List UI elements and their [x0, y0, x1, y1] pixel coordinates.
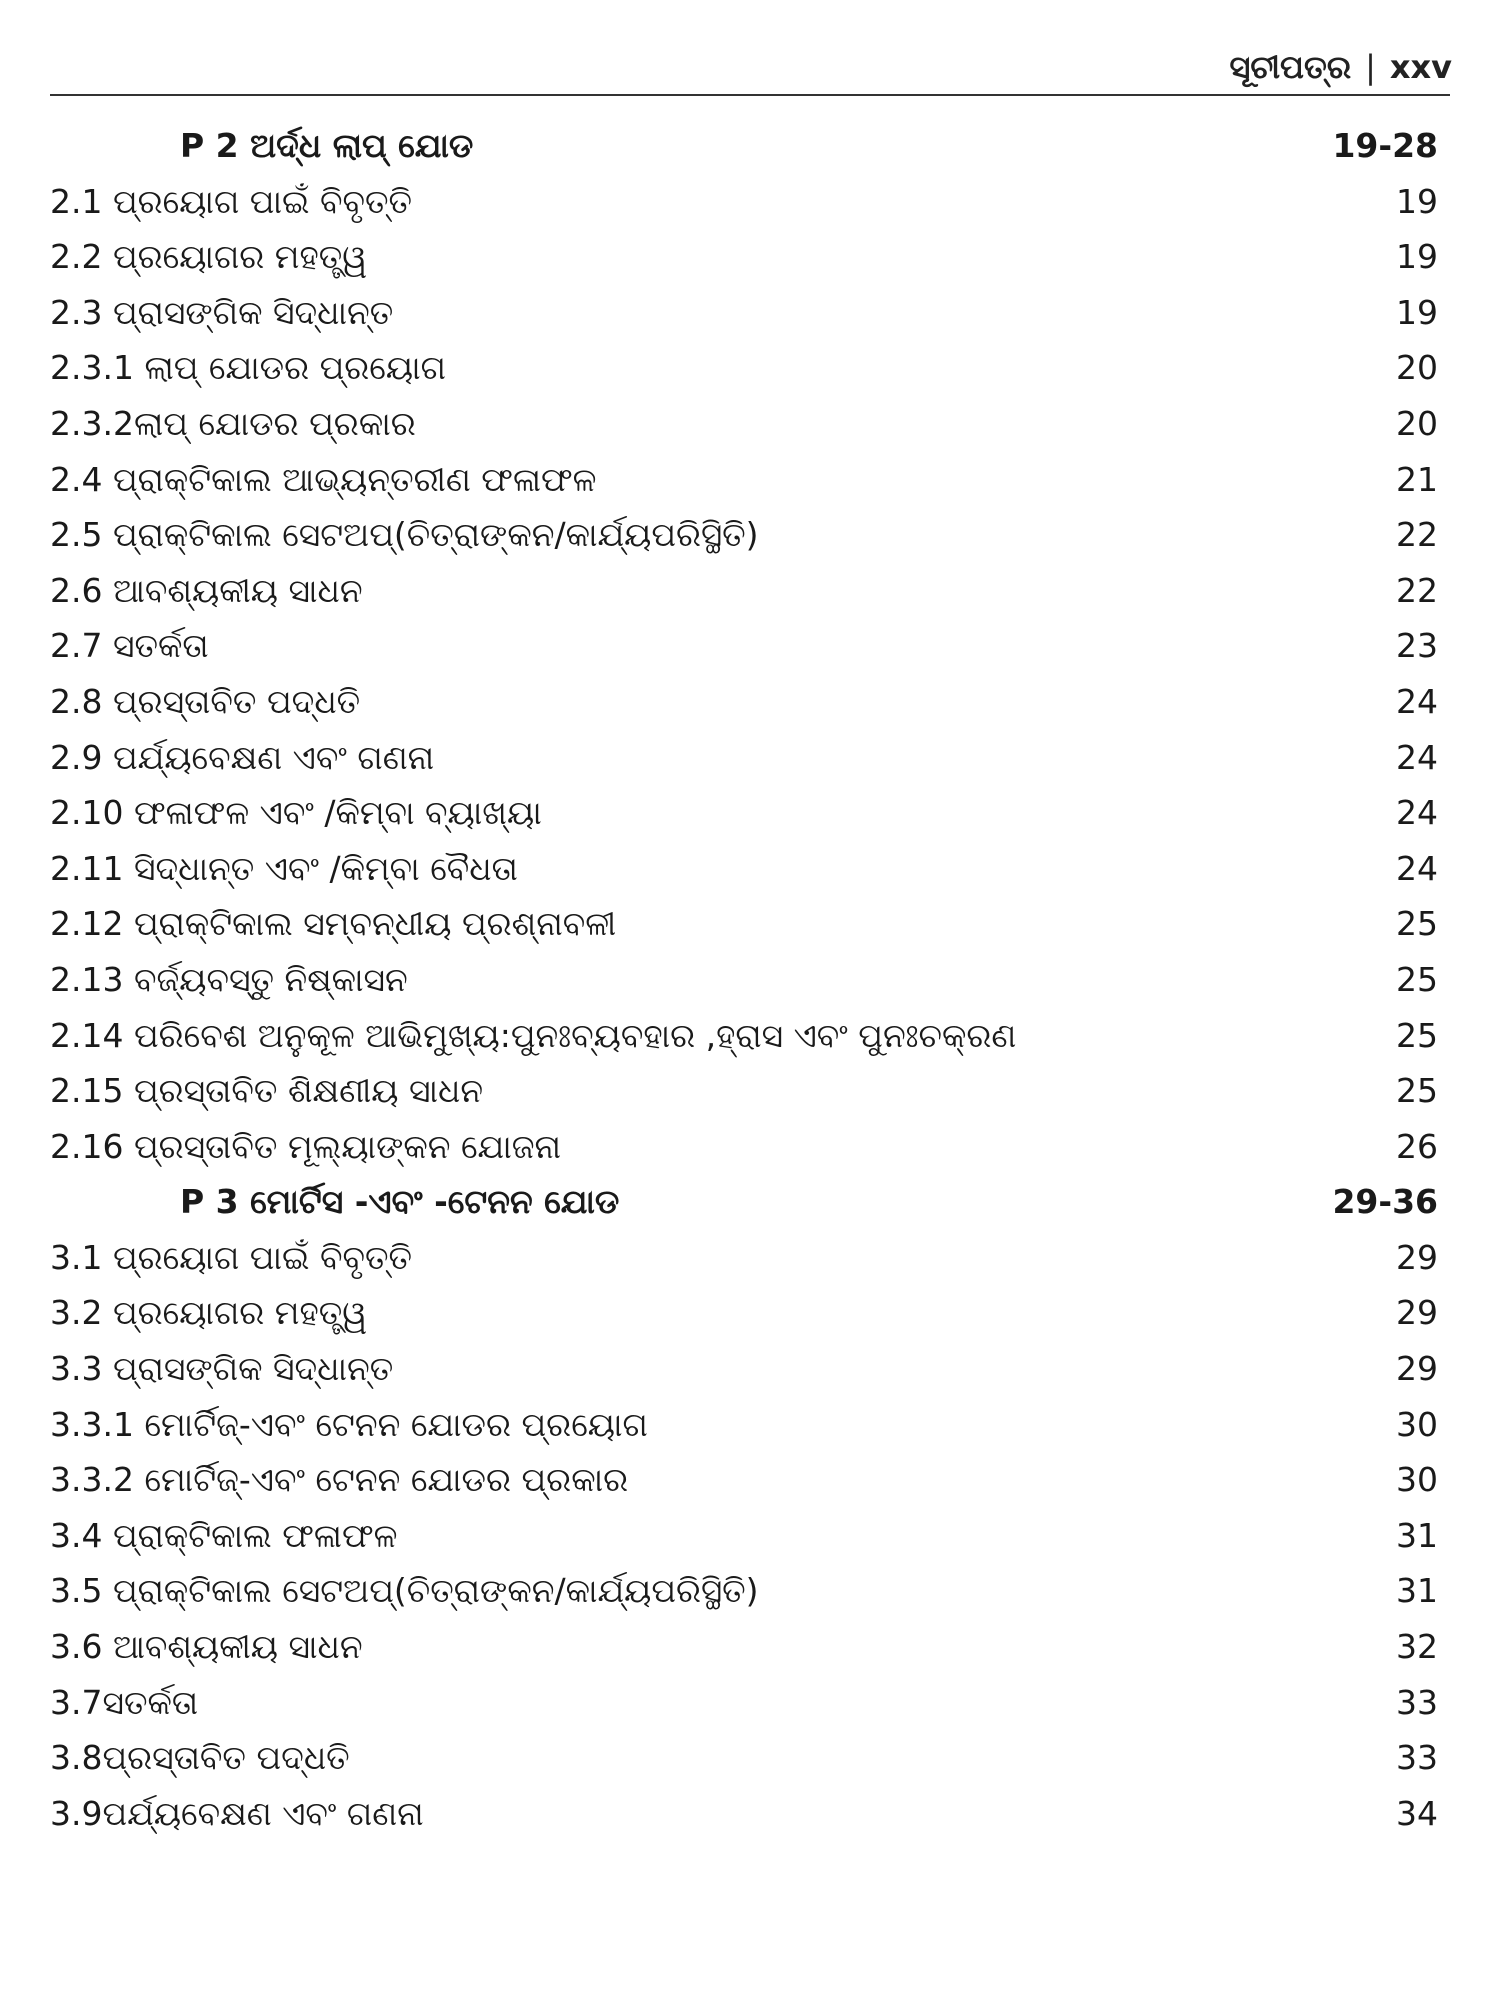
- table-of-contents: [50, 118, 1438, 1841]
- entry-title: 2.16 ପ୍ରସ୍ତାବିତ ମୂଲ୍ୟାଙ୍କନ ଯୋଜନା: [50, 1126, 562, 1166]
- toc-entry: [50, 1452, 1438, 1508]
- entry-page-number: 31: [1396, 1571, 1438, 1611]
- toc-entry: [50, 229, 1438, 285]
- entry-title: 3.6 ଆବଶ୍ୟକୀୟ ସାଧନ: [50, 1627, 363, 1667]
- entry-page-number: 26: [1396, 1126, 1438, 1166]
- entry-page-number: 24: [1396, 737, 1438, 777]
- toc-entry: [50, 674, 1438, 730]
- toc-entry: [50, 1119, 1438, 1175]
- toc-entry: [50, 896, 1438, 952]
- toc-entry: [50, 1341, 1438, 1397]
- entry-title: 2.7 ସତର୍କତା: [50, 626, 209, 666]
- entry-title: 3.7ସତର୍କତା: [50, 1682, 199, 1722]
- entry-page-number: 25: [1396, 1015, 1438, 1055]
- entry-page-number: 31: [1396, 1515, 1438, 1555]
- entry-title: 3.5 ପ୍ରାକ୍ଟିକାଲ ସେଟଅପ୍(ଚିତ୍ରାଙ୍କନ/କାର୍ଯ୍ୟପରିସ୍ଥିତି): [50, 1571, 759, 1611]
- entry-page-number: 19: [1396, 237, 1438, 277]
- toc-entry: [50, 340, 1438, 396]
- entry-title: 3.3.1 ମୋର୍ଟିଜ୍-ଏବଂ ଟେନନ ଯୋଡର ପ୍ରୟୋଗ: [50, 1404, 648, 1444]
- entry-page-number: 34: [1396, 1793, 1438, 1833]
- toc-entry: [50, 1063, 1438, 1119]
- toc-entry: [50, 730, 1438, 786]
- entry-page-number: 29: [1396, 1237, 1438, 1277]
- entry-title: 2.2 ପ୍ରୟୋଗର ମହତ୍ତ୍ୱ: [50, 237, 368, 277]
- toc-entry: [50, 563, 1438, 619]
- entry-page-number: 21: [1396, 459, 1438, 499]
- entry-title: 3.1 ପ୍ରୟୋଗ ପାଇଁ ବିବୃତ୍ତି: [50, 1237, 413, 1277]
- entry-page-number: 33: [1396, 1738, 1438, 1778]
- entry-page-number: 24: [1396, 681, 1438, 721]
- toc-entry: [50, 1619, 1438, 1675]
- toc-entry: [50, 1285, 1438, 1341]
- entry-page-number: 22: [1396, 515, 1438, 555]
- entry-title: 3.8ପ୍ରସ୍ତାବିତ ପଦ୍ଧତି: [50, 1738, 350, 1778]
- entry-title: 3.3.2 ମୋର୍ଟିଜ୍-ଏବଂ ଟେନନ ଯୋଡର ପ୍ରକାର: [50, 1460, 629, 1500]
- entry-page-number: 32: [1396, 1627, 1438, 1667]
- entry-page-number: 30: [1396, 1460, 1438, 1500]
- toc-section-heading: [50, 118, 1438, 174]
- entry-title: 2.13 ବର୍ଜ୍ୟବସ୍ତୁ ନିଷ୍କାସନ: [50, 959, 408, 999]
- toc-entry: [50, 285, 1438, 341]
- entry-title: 2.11 ସିଦ୍ଧାନ୍ତ ଏବଂ /କିମ୍ବା ବୈଧତା: [50, 848, 518, 888]
- toc-entry: [50, 396, 1438, 452]
- running-header: [1229, 48, 1452, 87]
- header-title: ସୂଚୀପତ୍ର: [1229, 48, 1352, 86]
- toc-entry: [50, 1730, 1438, 1786]
- entry-page-number: 23: [1396, 626, 1438, 666]
- toc-entry: [50, 785, 1438, 841]
- entry-page-number: 22: [1396, 570, 1438, 610]
- header-separator: |: [1365, 48, 1376, 86]
- entry-title: 2.12 ପ୍ରାକ୍ଟିକାଲ ସମ୍ବନ୍ଧୀୟ ପ୍ରଶ୍ନାବଳୀ: [50, 904, 617, 944]
- entry-title: 2.8 ପ୍ରସ୍ତାବିତ ପଦ୍ଧତି: [50, 681, 361, 721]
- section-page-range: 19-28: [1332, 126, 1438, 165]
- entry-page-number: 24: [1396, 848, 1438, 888]
- section-title: P 3 ମୋର୍ଟିସ -ଏବଂ -ଟେନନ ଯୋଡ: [180, 1182, 620, 1222]
- entry-page-number: 25: [1396, 959, 1438, 999]
- entry-page-number: 33: [1396, 1682, 1438, 1722]
- toc-entry: [50, 1397, 1438, 1453]
- entry-page-number: 25: [1396, 1071, 1438, 1111]
- entry-title: 3.9ପର୍ଯ୍ୟବେକ୍ଷଣ ଏବଂ ଗଣନା: [50, 1793, 424, 1833]
- entry-title: 2.4 ପ୍ରାକ୍ଟିକାଲ ଆଭ୍ୟନ୍ତରୀଣ ଫଳାଫଳ: [50, 459, 597, 499]
- entry-title: 3.3 ପ୍ରାସଙ୍ଗିକ ସିଦ୍ଧାନ୍ତ: [50, 1349, 394, 1389]
- entry-title: 2.9 ପର୍ଯ୍ୟବେକ୍ଷଣ ଏବଂ ଗଣନା: [50, 737, 435, 777]
- section-title: P 2 ଅର୍ଦ୍ଧ ଲାପ୍ ଯୋଡ: [180, 126, 474, 165]
- toc-entry: [50, 1230, 1438, 1286]
- entry-title: 2.14 ପରିବେଶ ଅନୁକୂଳ ଆଭିମୁଖ୍ୟ:ପୁନଃବ୍ୟବହାର ,ହ୍ରାସ ଏବଂ ପୁନଃଚକ୍ରଣ: [50, 1015, 1017, 1055]
- entry-page-number: 24: [1396, 793, 1438, 833]
- entry-title: 3.4 ପ୍ରାକ୍ଟିକାଲ ଫଳାଫଳ: [50, 1515, 398, 1555]
- entry-title: 2.3 ପ୍ରାସଙ୍ଗିକ ସିଦ୍ଧାନ୍ତ: [50, 292, 394, 332]
- entry-title: 2.1 ପ୍ରୟୋଗ ପାଇଁ ବିବୃତ୍ତି: [50, 181, 413, 221]
- entry-page-number: 30: [1396, 1404, 1438, 1444]
- entry-page-number: 25: [1396, 904, 1438, 944]
- toc-entry: [50, 1563, 1438, 1619]
- toc-entry: [50, 952, 1438, 1008]
- entry-title: 2.3.2ଲାପ୍ ଯୋଡର ପ୍ରକାର: [50, 403, 416, 443]
- toc-entry: [50, 1508, 1438, 1564]
- entry-title: 2.5 ପ୍ରାକ୍ଟିକାଲ ସେଟଅପ୍(ଚିତ୍ରାଙ୍କନ/କାର୍ଯ୍ୟପରିସ୍ଥିତି): [50, 515, 759, 555]
- toc-entry: [50, 1675, 1438, 1731]
- toc-entry: [50, 1786, 1438, 1842]
- toc-entry: [50, 174, 1438, 230]
- entry-title: 2.6 ଆବଶ୍ୟକୀୟ ସାଧନ: [50, 570, 363, 610]
- entry-page-number: 20: [1396, 348, 1438, 388]
- entry-page-number: 20: [1396, 403, 1438, 443]
- toc-entry: [50, 452, 1438, 508]
- entry-page-number: 19: [1396, 181, 1438, 221]
- toc-entry: [50, 618, 1438, 674]
- entry-title: 3.2 ପ୍ରୟୋଗର ମହତ୍ତ୍ୱ: [50, 1293, 368, 1333]
- header-page-number: xxv: [1389, 48, 1452, 86]
- entry-title: 2.10 ଫଳାଫଳ ଏବଂ /କିମ୍ବା ବ୍ୟାଖ୍ୟା: [50, 793, 542, 833]
- entry-page-number: 29: [1396, 1349, 1438, 1389]
- entry-title: 2.3.1 ଲାପ୍ ଯୋଡର ପ୍ରୟୋଗ: [50, 348, 446, 388]
- entry-page-number: 29: [1396, 1293, 1438, 1333]
- toc-section-heading: [50, 1174, 1438, 1230]
- toc-entry: [50, 507, 1438, 563]
- entry-title: 2.15 ପ୍ରସ୍ତାବିତ ଶିକ୍ଷଣୀୟ ସାଧନ: [50, 1071, 484, 1111]
- toc-entry: [50, 1008, 1438, 1064]
- section-page-range: 29-36: [1332, 1182, 1438, 1222]
- header-rule: [50, 94, 1450, 96]
- entry-page-number: 19: [1396, 292, 1438, 332]
- toc-entry: [50, 841, 1438, 897]
